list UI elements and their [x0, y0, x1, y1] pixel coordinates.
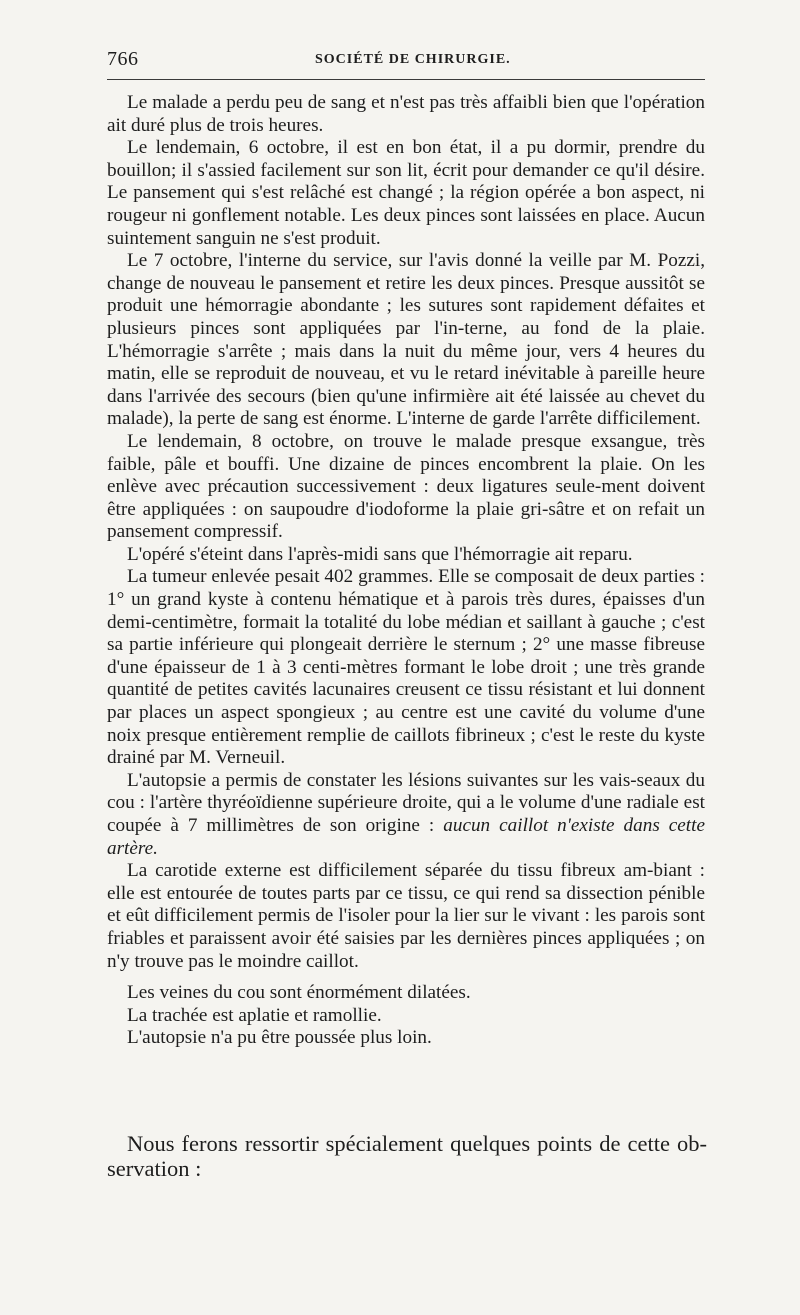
autopsy-text: L'autopsie a permis de constater les lésions suivantes sur les vais-seaux du cou : l'artère thyréoïdienne supérieure droite, qui a le volume d'une radiale est coupée à 7 millimètres de son origine : — [107, 769, 705, 836]
paragraph-blood-loss: Le malade a perdu peu de sang et n'est pas très affaibli bien que l'opération ait duré plus de trois heures. — [107, 92, 705, 136]
finding-trachea: La trachée est aplatie et ramollie. — [127, 1004, 382, 1026]
paragraph-autopsy — [107, 770, 705, 860]
paragraph-tumor: La tumeur enlevée pesait 402 grammes. Elle se composait de deux parties : 1° un grand kyste à contenu hématique et à parois très dures, épaisses d'un demi-centimètre, formait la totalité du lobe médian et saillant à gauche ; c'est sa partie inférieure qui plongeait derrière le sternum ; 2° une masse fibreuse d'une épaisseur de 1 à 3 centi-mètres formant le lobe droit ; une très grande quantité de petites cavités lacunaires creusent ce tissu résistant et lui donnent par places un aspect spongieux ; au centre est une cavité du volume d'une noix presque entièrement remplie de caillots fibrineux ; c'est le reste du kyste drainé par M. Verneuil. — [107, 566, 705, 769]
header-rule — [107, 79, 705, 80]
body-text — [107, 92, 705, 1050]
running-head: SOCIÉTÉ DE CHIRURGIE. — [315, 52, 511, 67]
paragraph-october-7: Le 7 octobre, l'interne du service, sur l'avis donné la veille par M. Pozzi, change de nouveau le pansement et retire les deux pinces. Presque aussitôt se produit une hémorragie abondante ; les sutures sont rapidement défaites et plusieurs pinces sont appliquées par l'in-terne, au fond de la plaie. L'hémorragie s'arrête ; mais dans la nuit du même jour, vers 4 heures du matin, elle se reproduit de nouveau, et vu le retard inévitable à pareille heure dans l'arrivée des secours (bien qu'une infirmière ait été laissée au chevet du malade), la perte de sang est énorme. L'interne de garde l'arrête difficilement. — [107, 250, 705, 430]
finding-veins: Les veines du cou sont énormément dilatées. — [127, 982, 471, 1004]
finding-autopsy-limit: L'autopsie n'a pu être poussée plus loin. — [127, 1027, 432, 1049]
paragraph-october-8: Le lendemain, 8 octobre, on trouve le malade presque exsangue, très faible, pâle et bouffi. Une dizaine de pinces encombrent la plaie. On les enlève avec précaution successivement : deux ligatures seule-ment doivent être appliquées : on saupoudre d'iodoforme la plaie gri-sâtre et on refait un pansement compressif. — [107, 430, 705, 543]
closing-text: Nous ferons ressortir spécialement quelques points de cette ob-servation : — [107, 1131, 707, 1181]
autopsy-emphasis: aucun caillot n'existe dans cette artère. — [107, 815, 705, 859]
closing-paragraph — [107, 1131, 707, 1181]
paragraph-death: L'opéré s'éteint dans l'après-midi sans que l'hémorragie ait reparu. — [127, 543, 633, 565]
short-findings — [107, 982, 705, 1050]
page-number: 766 — [107, 48, 139, 70]
page-header — [107, 44, 707, 72]
paragraph-october-6: Le lendemain, 6 octobre, il est en bon état, il a pu dormir, prendre du bouillon; il s'assied facilement sur son lit, écrit pour demander ce qu'il désire. Le pansement qui s'est relâché est changé ; la région opérée a bon aspect, ni rougeur ni gonflement notable. Les deux pinces sont laissées en place. Aucun suintement sanguin ne s'est produit. — [107, 137, 705, 249]
paragraph-carotid: La carotide externe est difficilement séparée du tissu fibreux am-biant : elle est entourée de toutes parts par ce tissu, ce qui rend sa dissection pénible et eût difficilement permis de l'isoler pour la lier sur le vivant : les parois sont friables et paraissent avoir été saisies par les dernières pinces appliquées ; on n'y trouve pas le moindre caillot. — [107, 860, 705, 972]
